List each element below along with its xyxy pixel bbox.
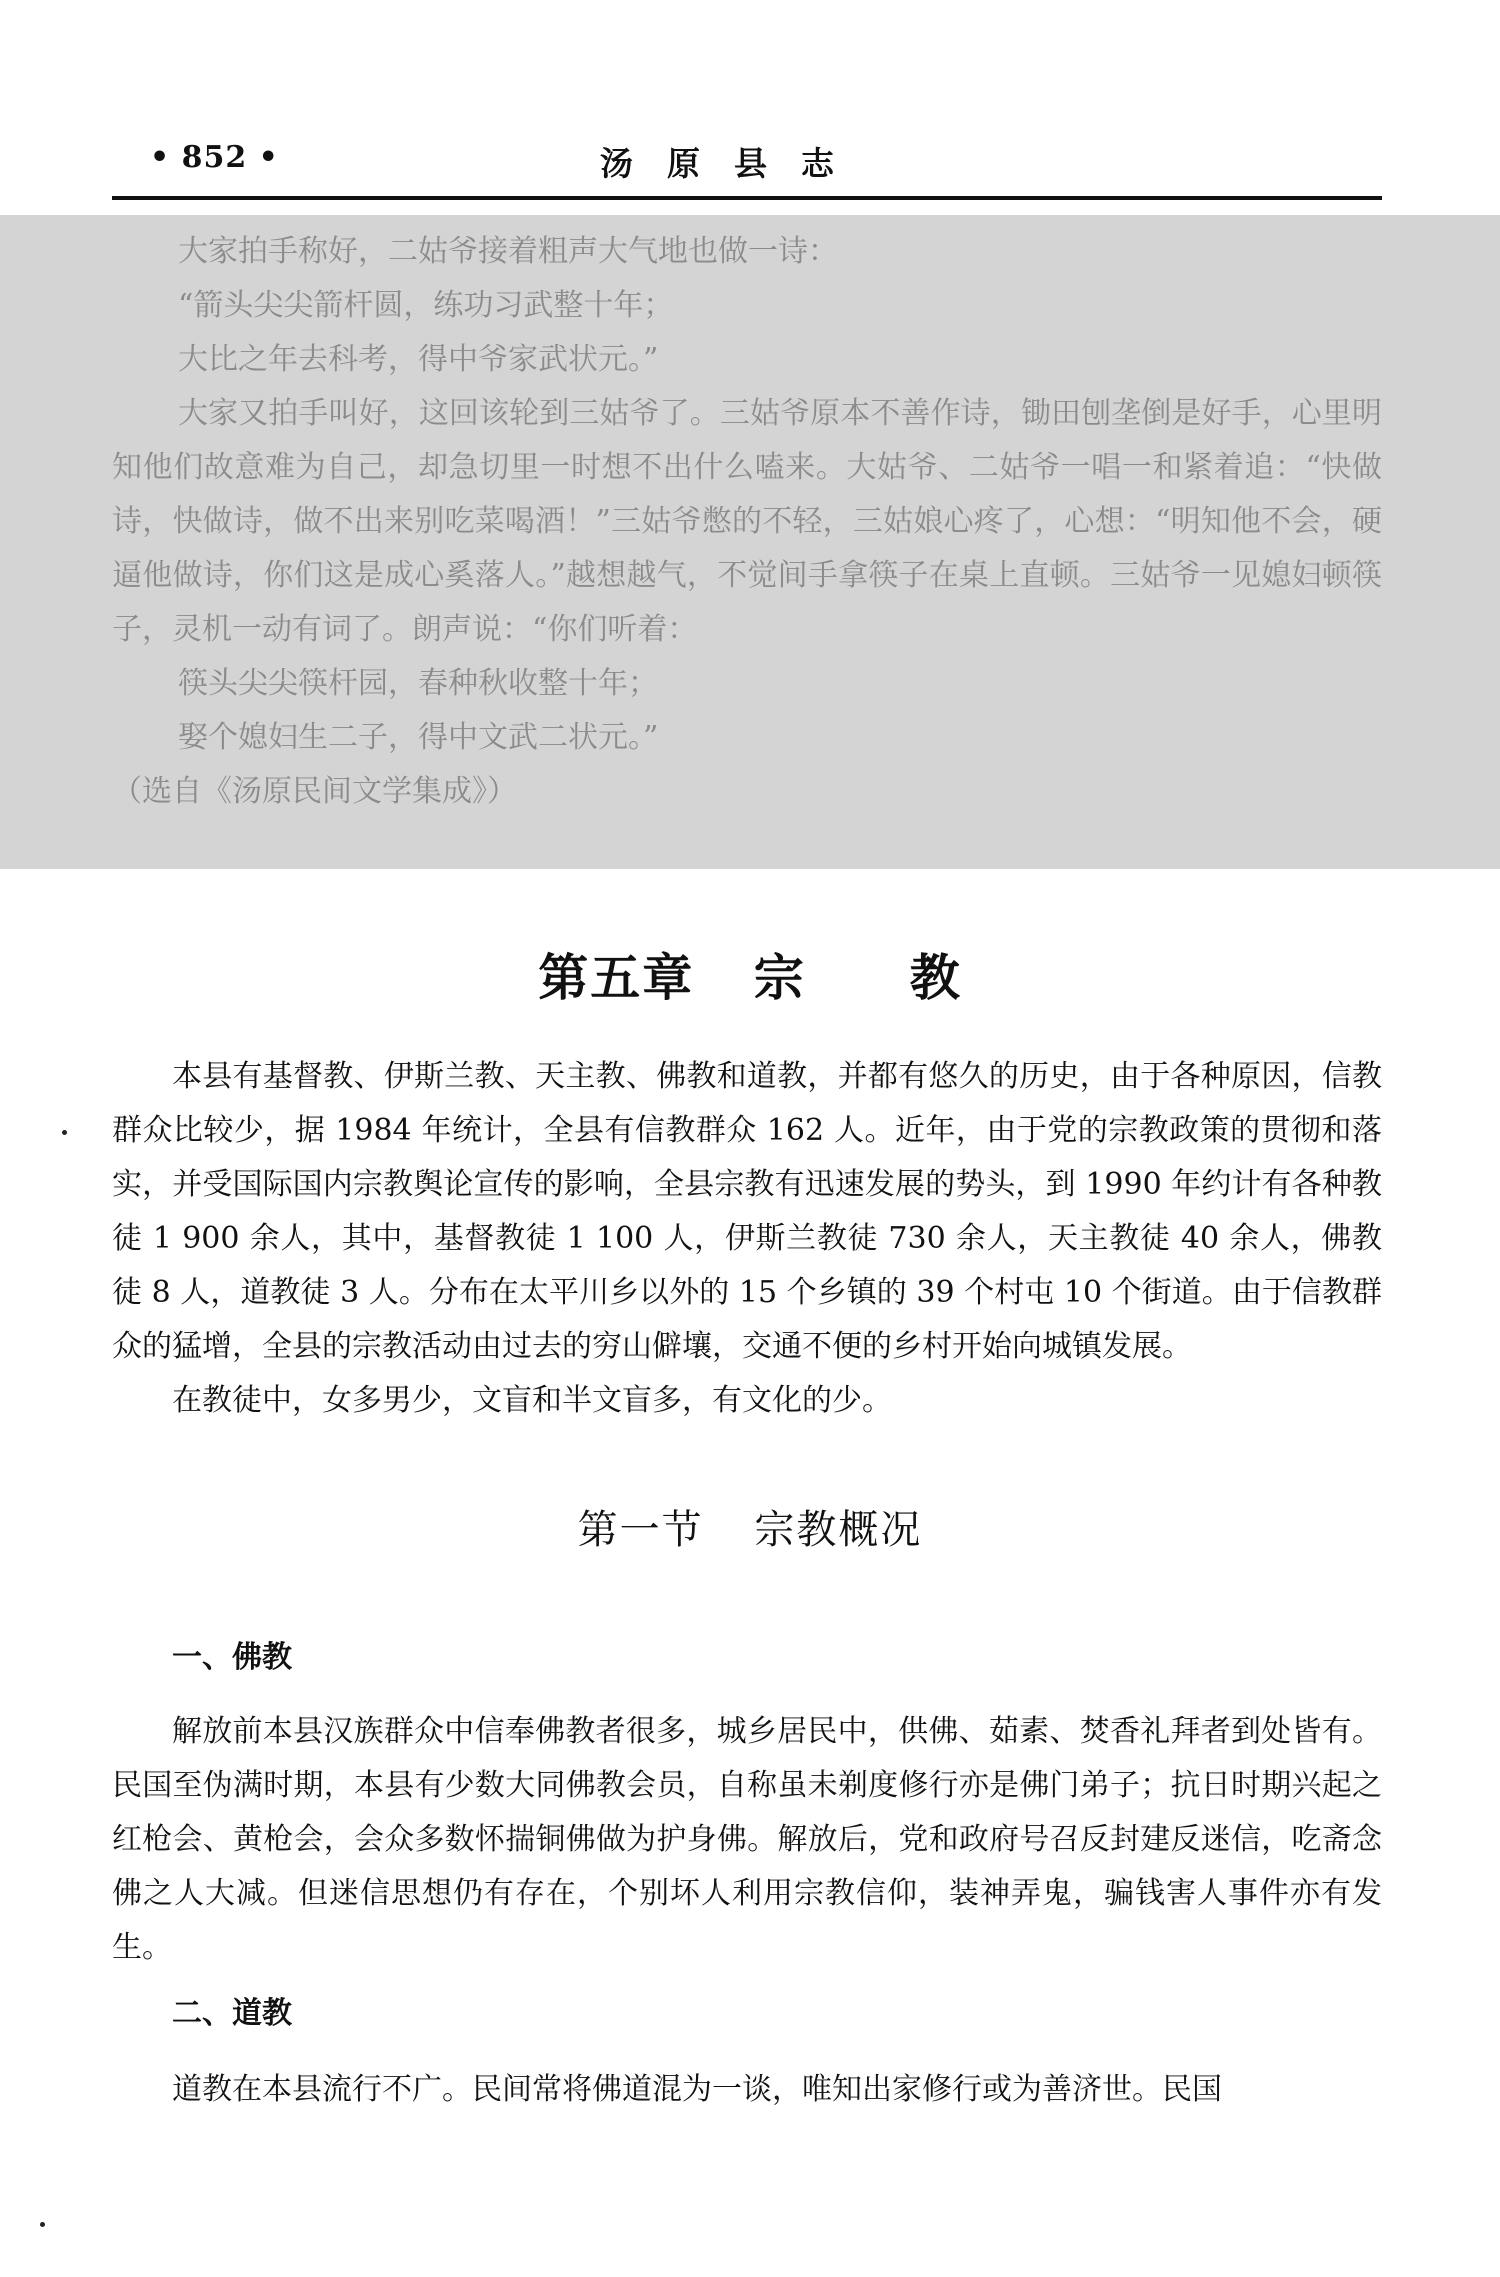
quoted-story-block — [0, 215, 1500, 869]
intro-paragraph: 在教徒中，女多男少，文盲和半文盲多，有文化的少。 — [172, 1383, 892, 1418]
scan-speck — [62, 1130, 67, 1135]
section-heading — [0, 1498, 1500, 1555]
poem-line: 娶个媳妇生二子，得中文武二状元。” — [178, 720, 659, 755]
poem-line: “箭头尖尖箭杆圆，练功习武整十年； — [178, 288, 674, 323]
buddhism-paragraph: 解放前本县汉族群众中信奉佛教者很多，城乡居民中，供佛、茹素、焚香礼拜者到处皆有。民国至伪满时期，本县有少数大同佛教会员，自称虽未剃度修行亦是佛门弟子；抗日时期兴起之红枪会、黄枪会，会众多数怀揣铜佛做为护身佛。解放后，党和政府号召反封建反迷信，吃斋念佛之人大减。但迷信思想仍有存在，个别坏人利用宗教信仰，装神弄鬼，骗钱害人事件亦有发生。 — [112, 1714, 1382, 1965]
book-title: 汤原县志 — [600, 144, 868, 183]
chapter-heading — [0, 938, 1500, 1010]
buddhism-section — [112, 1705, 1382, 1975]
chapter-label: 第五章 — [538, 948, 695, 1007]
section-label: 第一节 — [577, 1507, 704, 1553]
taoism-section — [112, 2063, 1382, 2117]
taoism-paragraph: 道教在本县流行不广。民间常将佛道混为一谈，唯知出家修行或为善济世。民国 — [172, 2072, 1222, 2107]
chapter-intro — [112, 1050, 1382, 1428]
story-line: 大家拍手称好，二姑爷接着粗声大气地也做一诗： — [178, 234, 838, 269]
intro-paragraph: 本县有基督教、伊斯兰教、天主教、佛教和道教，并都有悠久的历史，由于各种原因，信教群众比较少，据 1984 年统计，全县有信教群众 162 人。近年，由于党的宗教政策的贯彻和落实，并受国际国内宗教舆论宣传的影响，全县宗教有迅速发展的势头，到 1990 年约计有各种教徒 1 900 余人，其中，基督教徒 1 100 人，伊斯兰教徒 730 余人，天主教徒 40 余人，佛教徒 8 人，道教徒 3 人。分布在太平川乡以外的 15 个乡镇的 39 个村屯 10 个街道。由于信教群众的猛增，全县的宗教活动由过去的穷山僻壤，交通不便的乡村开始向城镇发展。 — [112, 1059, 1382, 1364]
header-rule — [112, 196, 1382, 200]
poem-line: 筷头尖尖筷杆园，春种秋收整十年； — [178, 666, 658, 701]
poem-line: 大比之年去科考，得中爷家武状元。” — [178, 342, 659, 377]
quoted-story-text — [112, 225, 1382, 819]
subheading-taoism: 二、道教 — [172, 1996, 292, 2031]
subheading-buddhism: 一、佛教 — [172, 1640, 292, 1675]
quote-source: （选自《汤原民间文学集成》） — [112, 774, 517, 809]
scan-speck — [40, 2222, 45, 2227]
section-title: 宗教概况 — [754, 1507, 923, 1553]
page-number: • 852 • — [150, 140, 279, 175]
chapter-title: 宗 教 — [753, 948, 962, 1007]
page-header — [0, 0, 1500, 205]
story-paragraph: 大家又拍手叫好，这回该轮到三姑爷了。三姑爷原本不善作诗，锄田刨垄倒是好手，心里明知他们故意难为自己，却急切里一时想不出什么嗑来。大姑爷、二姑爷一唱一和紧着追：“快做诗，快做诗，做不出来别吃菜喝酒！”三姑爷憋的不轻，三姑娘心疼了，心想：“明知他不会，硬逼他做诗，你们这是成心奚落人。”越想越气，不觉间手拿筷子在桌上直顿。三姑爷一见媳妇顿筷子，灵机一动有词了。朗声说：“你们听着： — [112, 396, 1382, 647]
